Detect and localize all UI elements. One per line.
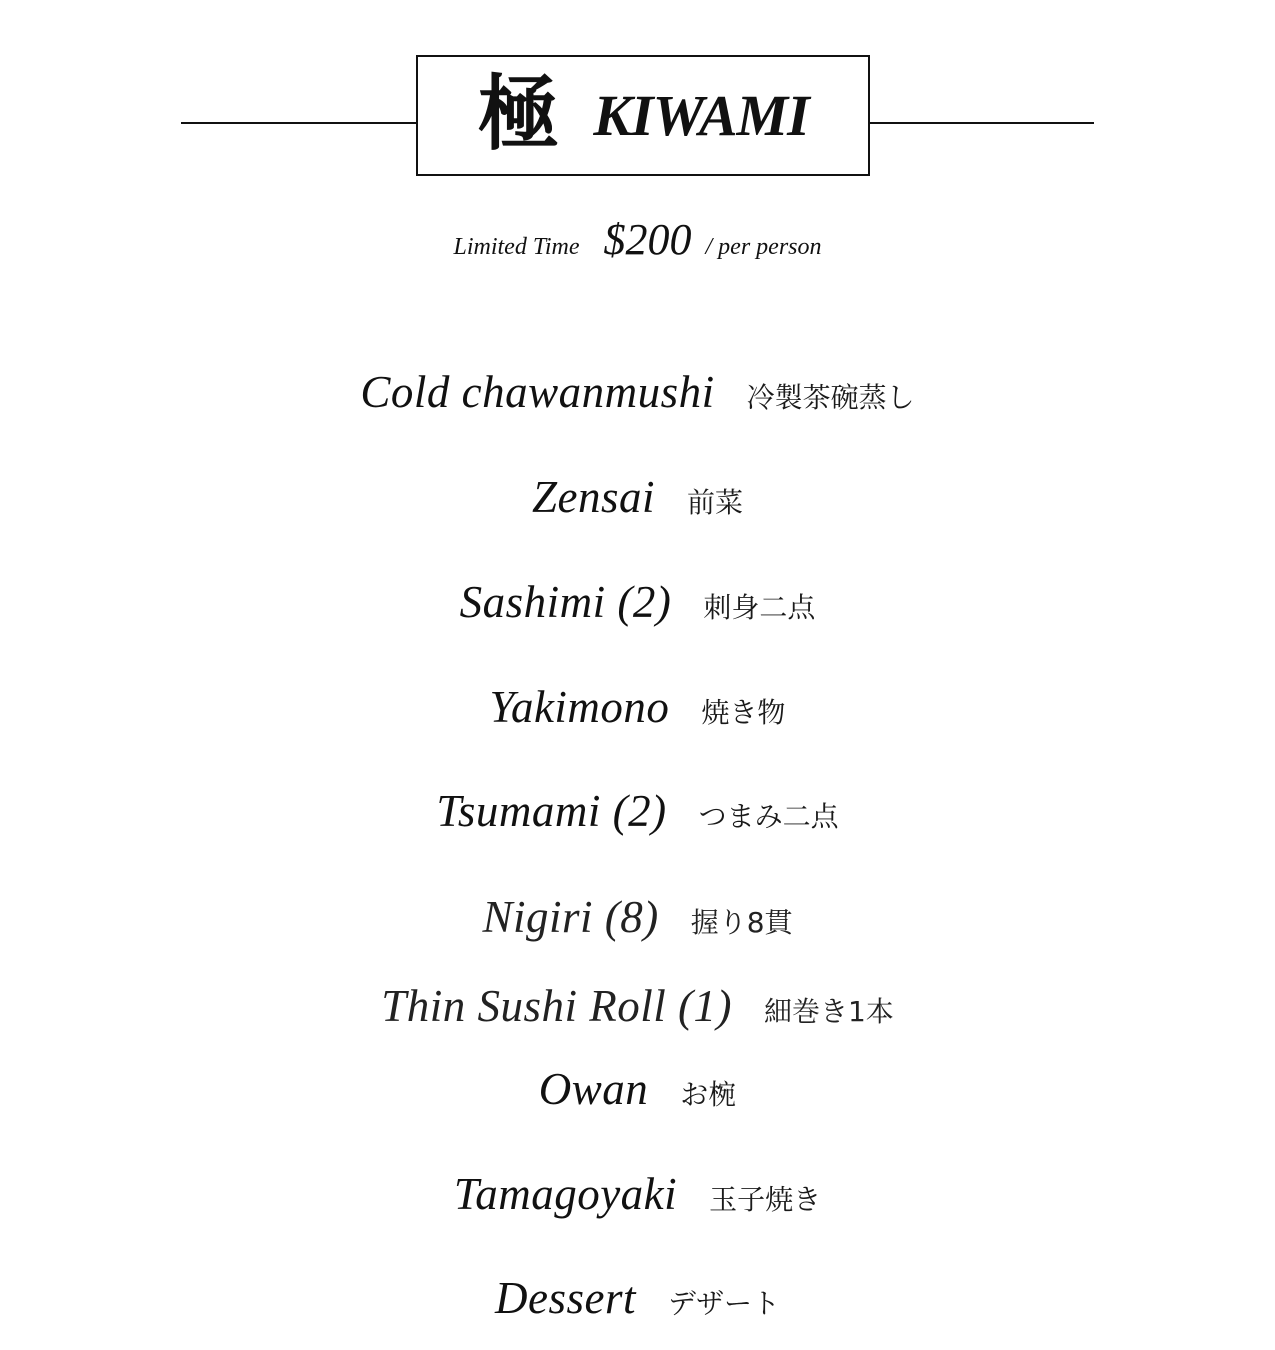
header-rule-left (181, 122, 417, 124)
course-name-en: Cold chawanmushi (360, 367, 715, 417)
course-item (0, 576, 1275, 628)
course-item (0, 681, 1275, 733)
course-name-en: Nigiri (8) (482, 892, 659, 942)
title-kanji: 極 (477, 65, 560, 162)
price-value: $200 (603, 215, 692, 264)
course-name-jp: 前菜 (687, 486, 744, 519)
course-item (0, 1063, 1275, 1115)
price-unit: / per person (705, 234, 822, 260)
course-name-jp: お椀 (680, 1078, 737, 1111)
course-item (0, 891, 1275, 943)
course-name-jp: 刺身二点 (703, 591, 816, 624)
course-name-en: Tsumami (2) (436, 786, 667, 836)
price-label: Limited Time (453, 234, 580, 260)
course-item (0, 471, 1275, 523)
course-name-en: Dessert (495, 1273, 636, 1323)
course-name-jp: 冷製茶碗蒸し (746, 381, 915, 414)
course-item (0, 785, 1275, 837)
price-line (0, 214, 1275, 265)
course-name-en: Zensai (531, 472, 655, 522)
course-item (0, 980, 1275, 1032)
course-name-en: Sashimi (2) (459, 577, 672, 627)
course-name-jp: 焼き物 (701, 696, 786, 729)
course-name-en: Thin Sushi Roll (1) (381, 981, 732, 1031)
course-name-jp: デザート (667, 1287, 780, 1320)
course-name-en: Tamagoyaki (453, 1169, 678, 1219)
course-name-en: Yakimono (489, 682, 670, 732)
course-name-jp: 握り8貫 (690, 906, 793, 939)
header-rule-right (868, 122, 1094, 124)
course-item (0, 1168, 1275, 1220)
course-name-en: Owan (538, 1064, 649, 1114)
course-name-jp: 細巻き1本 (763, 995, 894, 1028)
menu-title-box (416, 55, 870, 176)
course-name-jp: 玉子焼き (709, 1183, 822, 1216)
course-item (0, 366, 1275, 418)
course-name-jp: つまみ二点 (698, 800, 839, 833)
course-item (0, 1272, 1275, 1324)
title-name: KIWAMI (593, 82, 809, 148)
